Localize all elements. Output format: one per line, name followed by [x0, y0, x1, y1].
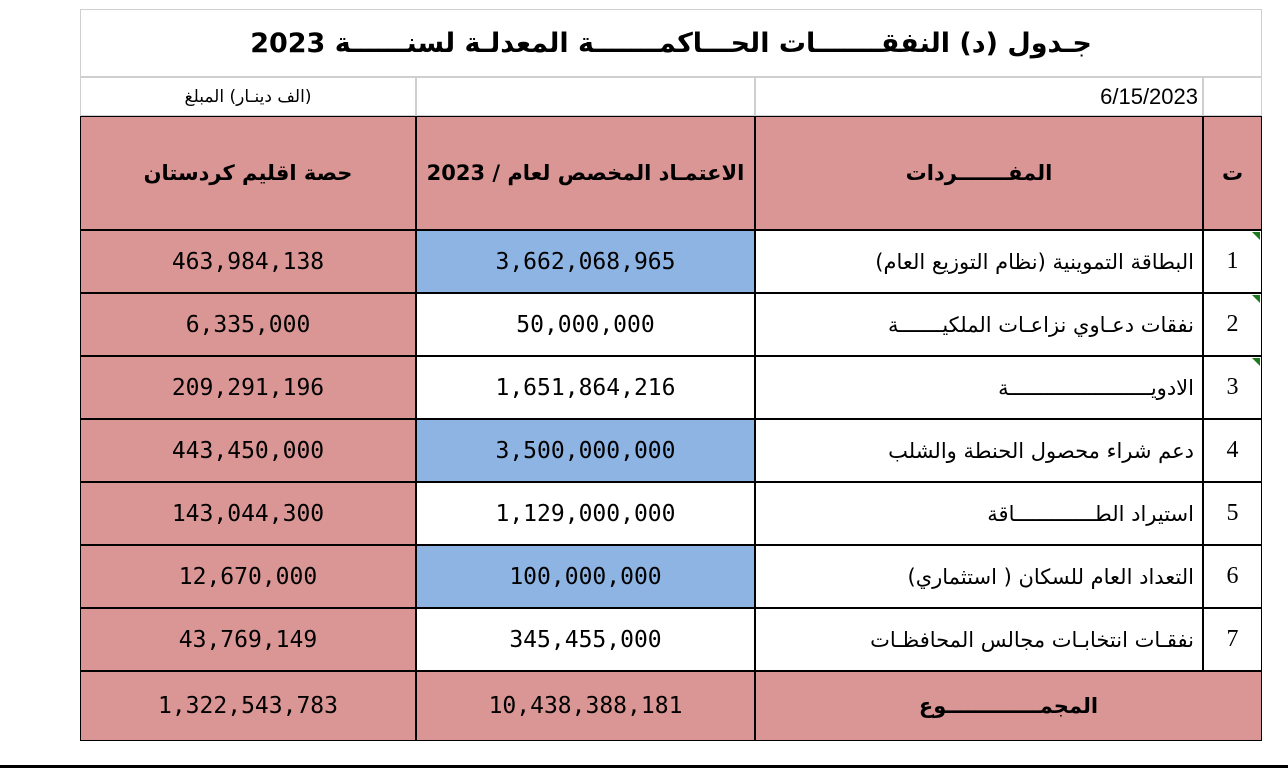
header-allocation-label: الاعتمـاد المخصص لعام / 2023 [426, 161, 745, 185]
row-allocation-value: 1,129,000,000 [495, 500, 676, 527]
row-allocation-value: 50,000,000 [516, 311, 655, 338]
page-bottom-border [0, 765, 1288, 768]
row-2-allocation[interactable] [416, 293, 755, 356]
row-3-allocation[interactable] [416, 356, 755, 419]
header-kurdistan-share[interactable] [80, 116, 416, 230]
row-4-share[interactable] [80, 419, 416, 482]
row-6-allocation[interactable] [416, 545, 755, 608]
comment-marker-icon [1252, 295, 1260, 303]
row-2-share[interactable] [80, 293, 416, 356]
row-item-label: استيراد الطـــــــــــــاقة [987, 501, 1194, 526]
row-3-index[interactable] [1203, 356, 1262, 419]
row-6-index[interactable] [1203, 545, 1262, 608]
row-allocation-value: 100,000,000 [509, 563, 662, 590]
row-1-share[interactable] [80, 230, 416, 293]
row-item-label: نفقـات انتخابـات مجالس المحافظـات [870, 627, 1194, 652]
row-5-index[interactable] [1203, 482, 1262, 545]
row-index-label: 1 [1226, 248, 1239, 274]
index-blank-cell[interactable] [1203, 77, 1262, 116]
comment-marker-icon [1252, 232, 1260, 240]
row-item-label: نفقات دعـاوي نزاعـات الملكيـــــــة [888, 312, 1194, 337]
row-7-index[interactable] [1203, 608, 1262, 671]
header-index[interactable] [1203, 116, 1262, 230]
unit-note: (الف دينـار) المبلغ [184, 86, 312, 107]
table-title: جـدول (د) النفقـــــــات الحـــاكمـــــــة المعدلـة لسنــــــة 2023 [80, 9, 1262, 77]
total-label-cell[interactable] [755, 671, 1262, 741]
row-5-item[interactable] [755, 482, 1203, 545]
row-3-item[interactable] [755, 356, 1203, 419]
row-index-label: 5 [1226, 500, 1239, 526]
row-item-label: دعم شراء محصول الحنطة والشلب [888, 438, 1194, 463]
total-allocation[interactable] [416, 671, 755, 741]
row-2-index[interactable] [1203, 293, 1262, 356]
total-share[interactable] [80, 671, 416, 741]
header-item[interactable] [755, 116, 1203, 230]
unit-note-cell[interactable] [80, 77, 416, 116]
row-6-item[interactable] [755, 545, 1203, 608]
row-3-share[interactable] [80, 356, 416, 419]
row-5-share[interactable] [80, 482, 416, 545]
row-share-value: 43,769,149 [178, 626, 318, 653]
row-7-item[interactable] [755, 608, 1203, 671]
row-4-item[interactable] [755, 419, 1203, 482]
row-1-allocation[interactable] [416, 230, 755, 293]
header-share-label: حصة اقليم كردستان [143, 161, 353, 185]
spreadsheet-table [80, 9, 1262, 741]
row-index-label: 6 [1226, 563, 1239, 589]
row-index-label: 2 [1226, 311, 1239, 337]
row-7-allocation[interactable] [416, 608, 755, 671]
row-6-share[interactable] [80, 545, 416, 608]
row-7-share[interactable] [80, 608, 416, 671]
row-1-index[interactable] [1203, 230, 1262, 293]
row-4-index[interactable] [1203, 419, 1262, 482]
row-allocation-value: 1,651,864,216 [495, 374, 676, 401]
header-item-label: المفـــــــردات [905, 161, 1053, 185]
row-index-label: 4 [1226, 437, 1239, 463]
date-cell[interactable] [755, 77, 1203, 116]
row-share-value: 443,450,000 [171, 437, 325, 464]
row-1-item[interactable] [755, 230, 1203, 293]
total-allocation-value: 10,438,388,181 [488, 693, 683, 719]
total-share-value: 1,322,543,783 [157, 693, 338, 719]
row-item-label: التعداد العام للسكان ( استثماري) [907, 564, 1194, 589]
comment-marker-icon [1252, 358, 1260, 366]
row-allocation-value: 3,500,000,000 [495, 437, 676, 464]
header-index-label: ت [1221, 161, 1244, 185]
row-share-value: 6,335,000 [185, 311, 311, 338]
row-5-allocation[interactable] [416, 482, 755, 545]
row-share-value: 143,044,300 [171, 500, 325, 527]
row-share-value: 12,670,000 [178, 563, 318, 590]
row-allocation-value: 345,455,000 [509, 626, 662, 653]
row-allocation-value: 3,662,068,965 [495, 248, 676, 275]
row-item-label: الادويـــــــــــــــــــــــة [998, 375, 1194, 400]
row-index-label: 7 [1226, 626, 1239, 652]
row-share-value: 463,984,138 [171, 248, 325, 275]
empty-cell[interactable] [416, 77, 755, 116]
row-index-label: 3 [1226, 374, 1239, 400]
row-2-item[interactable] [755, 293, 1203, 356]
row-share-value: 209,291,196 [171, 374, 325, 401]
row-item-label: البطاقة التموينية (نظام التوزيع العام) [875, 249, 1194, 274]
row-4-allocation[interactable] [416, 419, 755, 482]
date-value: 6/15/2023 [1100, 83, 1198, 109]
total-label: المجمـــــــــــــوع [918, 694, 1099, 718]
header-allocation[interactable] [416, 116, 755, 230]
